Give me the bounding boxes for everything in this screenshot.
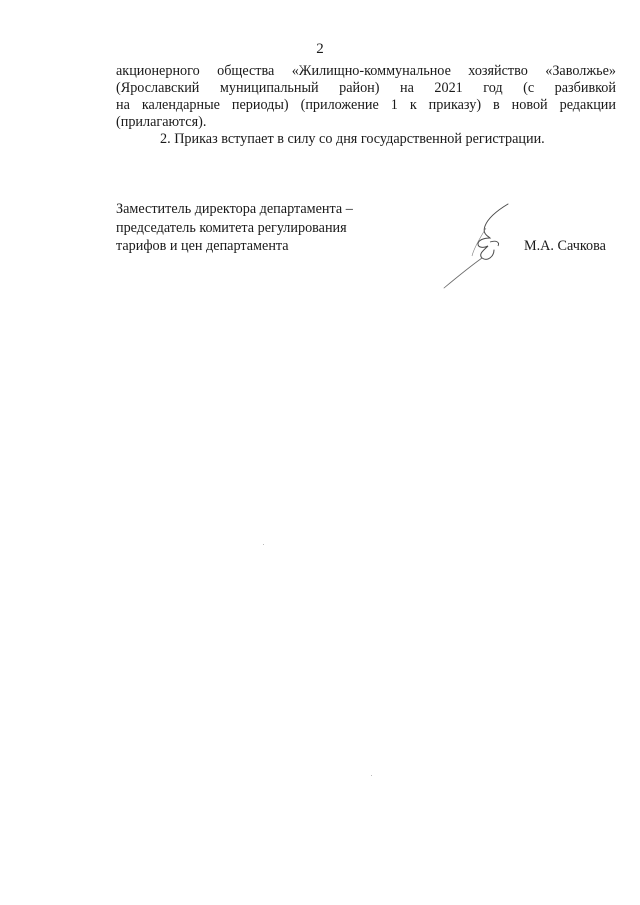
- handwritten-signature: [438, 198, 514, 290]
- paragraph-1-line: на календарные периоды) (приложение 1 к приказу) в новой редакции: [116, 97, 616, 113]
- scan-speck: [263, 544, 264, 545]
- signer-position-line: Заместитель директора департамента –: [116, 201, 353, 217]
- paragraph-1-last-line: (прилагаются).: [116, 114, 207, 130]
- paragraph-2-text: 2. Приказ вступает в силу со дня государственной регистрации.: [160, 131, 545, 147]
- paragraph-1-line: акционерного общества «Жилищно-коммунальное хозяйство «Заволжье»: [116, 63, 616, 79]
- paragraph-1: [116, 63, 616, 131]
- page-number: 2: [316, 41, 324, 57]
- scan-speck: [371, 775, 372, 776]
- signer-position: [116, 200, 353, 256]
- signer-name: М.А. Сачкова: [524, 238, 606, 254]
- signer-position-line: председатель комитета регулирования: [116, 219, 347, 236]
- paragraph-1-line: (Ярославский муниципальный район) на 2021 год (с разбивкой: [116, 80, 616, 96]
- paragraph-2: [116, 131, 616, 148]
- signer-position-line: тарифов и цен департамента: [116, 238, 289, 254]
